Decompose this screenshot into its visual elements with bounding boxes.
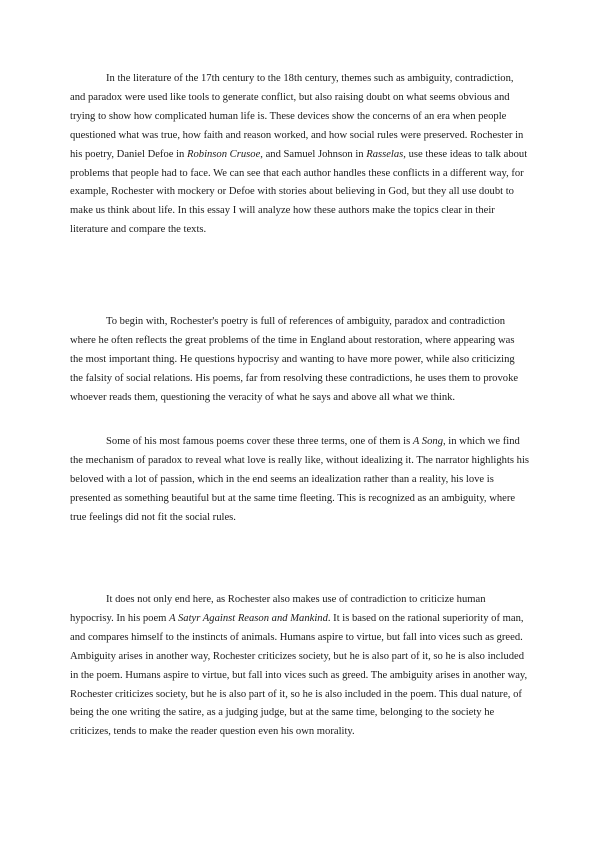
paragraph-introduction: [70, 70, 530, 240]
paragraph-text: [70, 70, 530, 240]
italic-title-robinson-crusoe: Robinson Crusoe: [187, 148, 261, 160]
text-run: , use these ideas to talk about problems that people had to face. We can see that each author handles these conflicts in a different way, for example, Rochester with mockery or Defoe with stories about believing in God, but they all use doubt to make us think about life. In this essay I will analyze how these authors make the topics clear in their literature and compare the texts.: [70, 148, 528, 236]
italic-title-rasselas: Rasselas: [366, 148, 404, 160]
paragraph-text: [70, 313, 530, 408]
text-run: , in which we find the mechanism of paradox to reveal what love is really like, without idealizing it. The narrator highlights his beloved with a lot of passion, which in the end seems an idealization rather than a reality, his love is presented as something beautiful but at the same time fleeting. This is recognized as an ambiguity, where true feelings did not fit the social rules.: [70, 436, 530, 523]
paragraph-a-song: [70, 433, 530, 528]
italic-title-satyr: A Satyr Against Reason and Mankind: [169, 612, 328, 624]
text-run: , and Samuel Johnson in: [260, 148, 367, 160]
text-run: To begin with, Rochester's poetry is full of references of ambiguity, paradox and contradiction where he often reflects the great problems of the time in England about restoration, where appearing was the most important thing. He questions hypocrisy and wanting to have more power, while also criticizing the falsity of social relations. His poems, far from resolving these contradictions, he uses them to provoke whoever reads them, questioning the veracity of what he says and above all what we think.: [70, 316, 519, 403]
paragraph-text: [70, 433, 530, 528]
text-run: . It is based on the rational superiority of man, and compares himself to the instincts of animals. Humans aspire to virtue, but fall into vices such as greed. Ambiguity arises in another way, Rochester criticizes society, but he is also part of it, so he is also included in the poem. Humans aspire to virtue, but fall into vices such as greed. The ambiguity arises in another way, Rochester criticizes society, but he is also part of it, so he is also included in the poem. This dual nature, of being the one writing the satire, as a judging judge, but at the same time, belonging to the society he criticizes, tends to make the reader question even his own morality.: [70, 612, 528, 738]
paragraph-text: [70, 591, 530, 742]
paragraph-satyr: [70, 591, 530, 742]
paragraph-rochester-intro: [70, 313, 530, 408]
text-run: It does not only end here, as Rochester also makes use of contradiction to criticize human hypocrisy. In his poem: [70, 594, 486, 624]
text-run: Some of his most famous poems cover these three terms, one of them is: [106, 436, 413, 447]
italic-title-a-song: A Song: [412, 436, 443, 447]
text-run: In the literature of the 17th century to the 18th century, themes such as ambiguity, contradiction, and paradox were used like tools to generate conflict, but also raising doubt on what seems obvious and trying to show how complicated human life is. These devices show the concerns of an era when people questioned what was true, how faith and reason worked, and how social rules were preserved. Rochester in his poetry, Daniel Defoe in: [70, 73, 524, 160]
